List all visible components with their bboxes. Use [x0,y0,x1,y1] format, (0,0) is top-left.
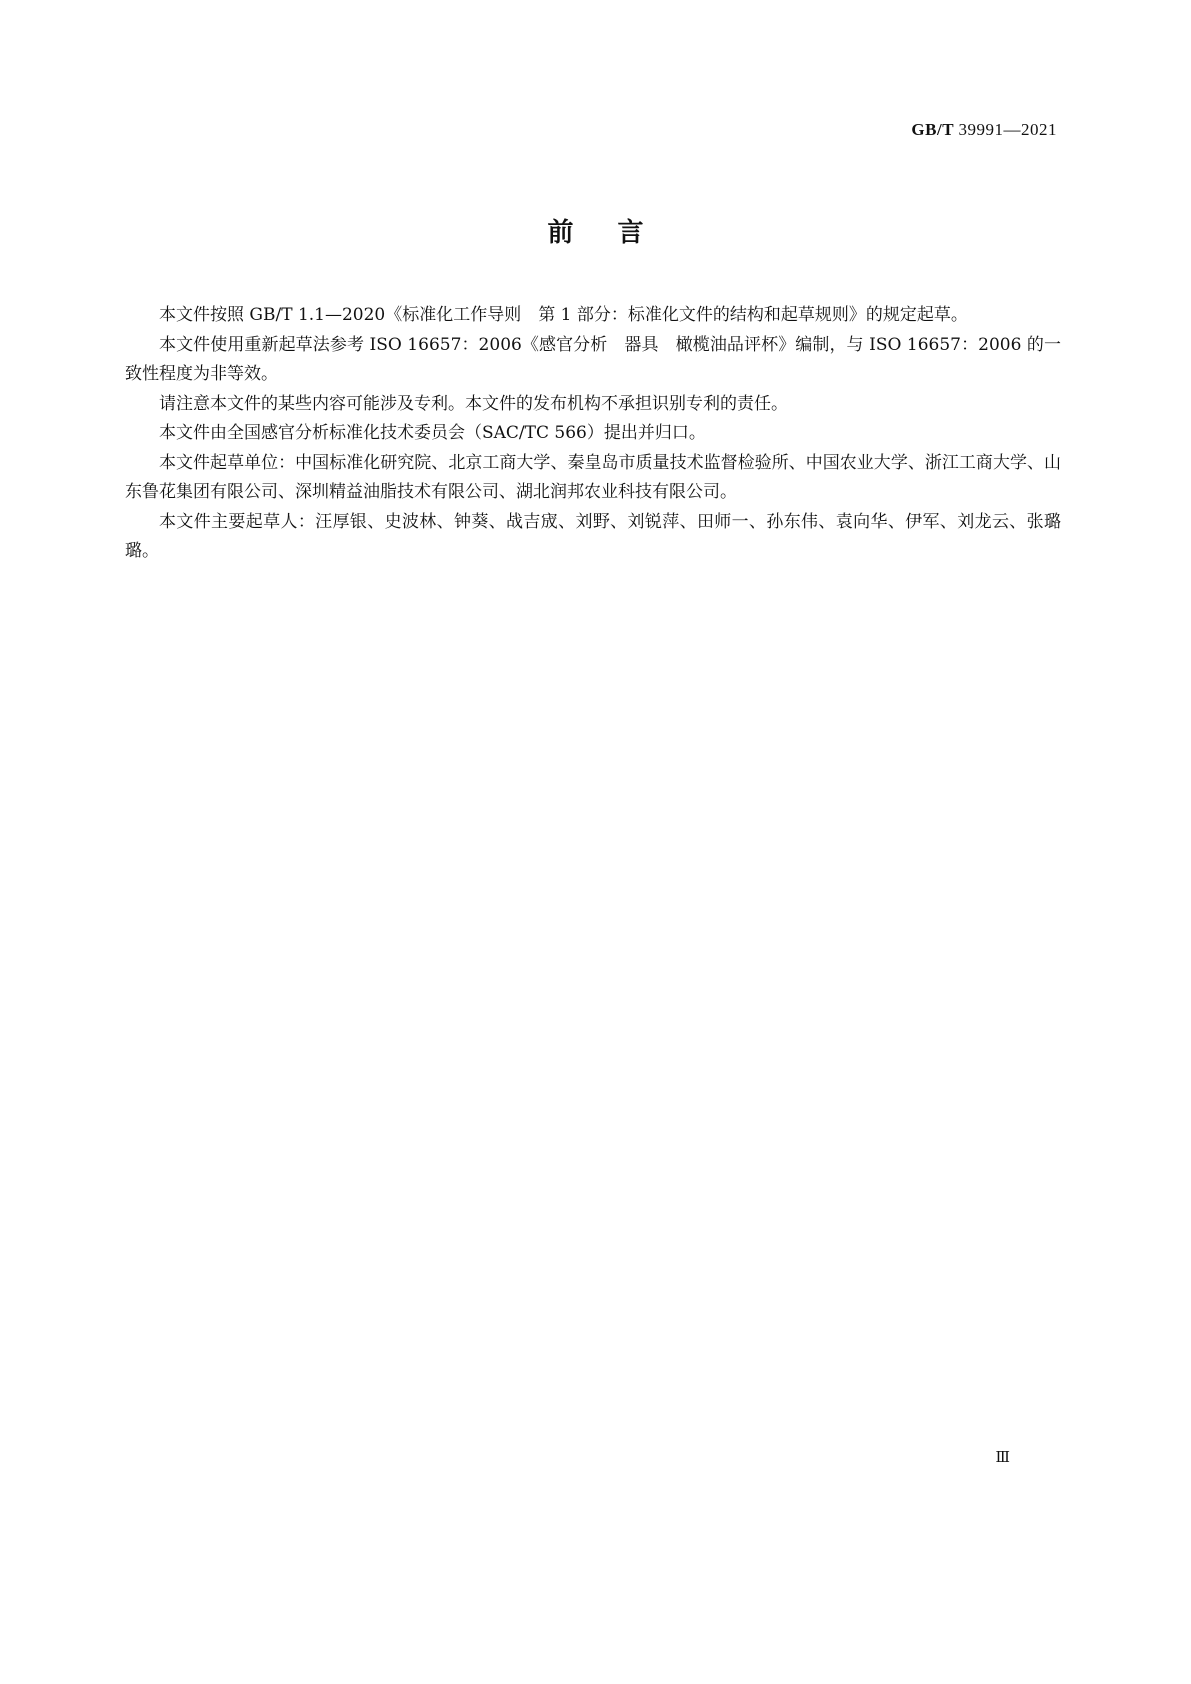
page-title: 前言 [547,218,688,248]
foreword-body [125,301,1061,567]
paragraph-drafters: 本文件主要起草人：汪厚银、史波林、钟葵、战吉宬、刘野、刘锐萍、田师一、孙东伟、袁向华、伊军、刘龙云、张璐璐。 [125,511,1061,561]
page-number: Ⅲ [995,1450,1010,1466]
standard-prefix: GB/T [911,120,954,139]
paragraph-drafting-units: 本文件起草单位：中国标准化研究院、北京工商大学、秦皇岛市质量技术监督检验所、中国农业大学、浙江工商大学、山东鲁花集团有限公司、深圳精益油脂技术有限公司、湖北润邦农业科技有限公司。 [125,452,1061,502]
paragraph-patent-notice: 请注意本文件的某些内容可能涉及专利。本文件的发布机构不承担识别专利的责任。 [159,393,788,414]
paragraph-drafting-rules: 本文件按照 GB/T 1.1—2020《标准化工作导则 第 1 部分：标准化文件的结构和起草规则》的规定起草。 [159,305,968,325]
standard-number [911,120,1057,140]
paragraph-reference-standard: 本文件使用重新起草法参考 ISO 16657：2006《感官分析 器具 橄榄油品评杯》编制，与 ISO 16657：2006 的一致性程度为非等效。 [125,334,1061,384]
paragraph-proposed-by: 本文件由全国感官分析标准化技术委员会（SAC/TC 566）提出并归口。 [159,423,706,443]
standard-code: 39991—2021 [958,120,1057,139]
